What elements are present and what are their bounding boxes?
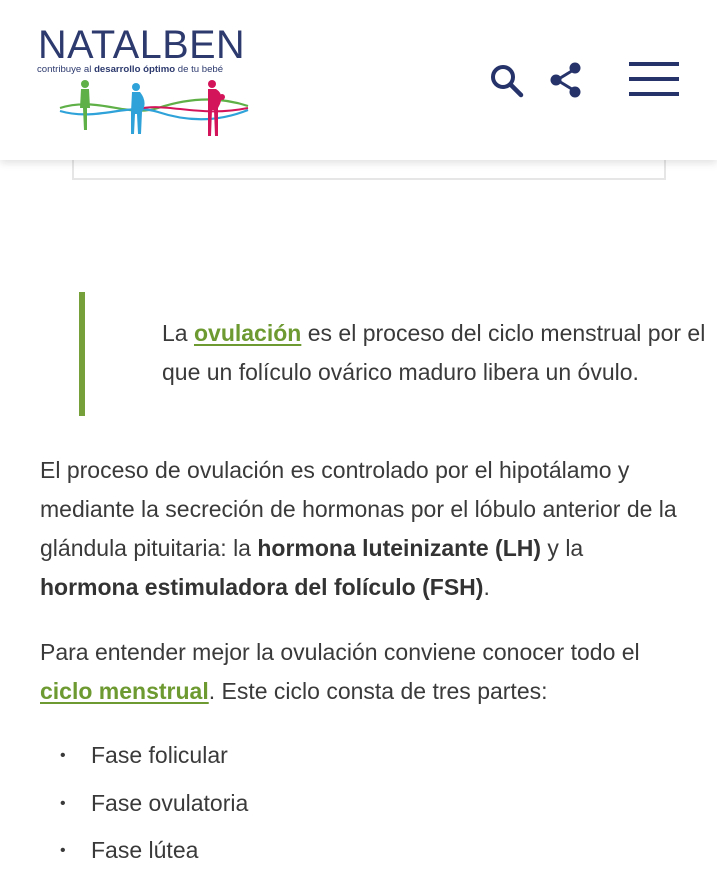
list-bullet: • <box>60 747 66 764</box>
search-icon[interactable] <box>490 64 524 98</box>
ovulacion-link[interactable]: ovulación <box>193 320 302 346</box>
menu-bar <box>629 77 679 81</box>
hamburger-menu-icon[interactable] <box>629 62 681 96</box>
logo-wordmark: NATALBEN <box>38 23 246 67</box>
p1-text-3: . <box>483 574 490 600</box>
ciclo-menstrual-link[interactable]: ciclo menstrual <box>40 678 209 704</box>
logo-figures-icon <box>58 78 250 142</box>
p1-text-2: y la <box>541 535 584 561</box>
cycle-paragraph <box>40 633 680 711</box>
list-item <box>40 827 680 873</box>
tagline-bold: desarrollo óptimo <box>94 64 176 75</box>
list-bullet: • <box>60 794 66 812</box>
menu-bar <box>629 62 679 66</box>
list-item <box>40 732 680 780</box>
quote-post: es el proceso del ciclo menstrual por el que un folículo ovárico maduro libera un óvulo. <box>162 320 706 385</box>
tagline-pre: contribuye al <box>37 64 95 75</box>
p2-text-2: . Este ciclo consta de tres partes: <box>208 678 548 704</box>
share-icon[interactable] <box>549 62 583 98</box>
fsh-hormone: hormona estimuladora del folículo (FSH) <box>40 574 484 600</box>
logo-tagline <box>37 64 223 75</box>
phase-label: Fase folicular <box>91 742 228 768</box>
list-bullet: • <box>60 842 66 859</box>
p2-text-1: Para entender mejor la ovulación conviene conocer todo el <box>40 639 640 665</box>
natalben-logo[interactable] <box>36 24 250 142</box>
tagline-post: de tu bebé <box>175 64 224 75</box>
hormones-paragraph <box>40 451 680 607</box>
cycle-phases-list <box>40 732 680 873</box>
site-header <box>0 0 717 160</box>
quote-pre: La <box>162 320 194 346</box>
phase-label: Fase lútea <box>91 837 199 863</box>
lh-hormone: hormona luteinizante (LH) <box>257 535 542 561</box>
p1-text-1: El proceso de ovulación es controlado por el hipotálamo y mediante la secreción de hormonas por el lóbulo anterior de la glándula pituitaria: la <box>40 457 677 561</box>
ovulation-definition-quote <box>79 292 717 416</box>
quote-text <box>162 314 707 392</box>
menu-bar <box>629 92 679 96</box>
phase-label: Fase ovulatoria <box>91 789 249 816</box>
list-item <box>40 780 680 828</box>
